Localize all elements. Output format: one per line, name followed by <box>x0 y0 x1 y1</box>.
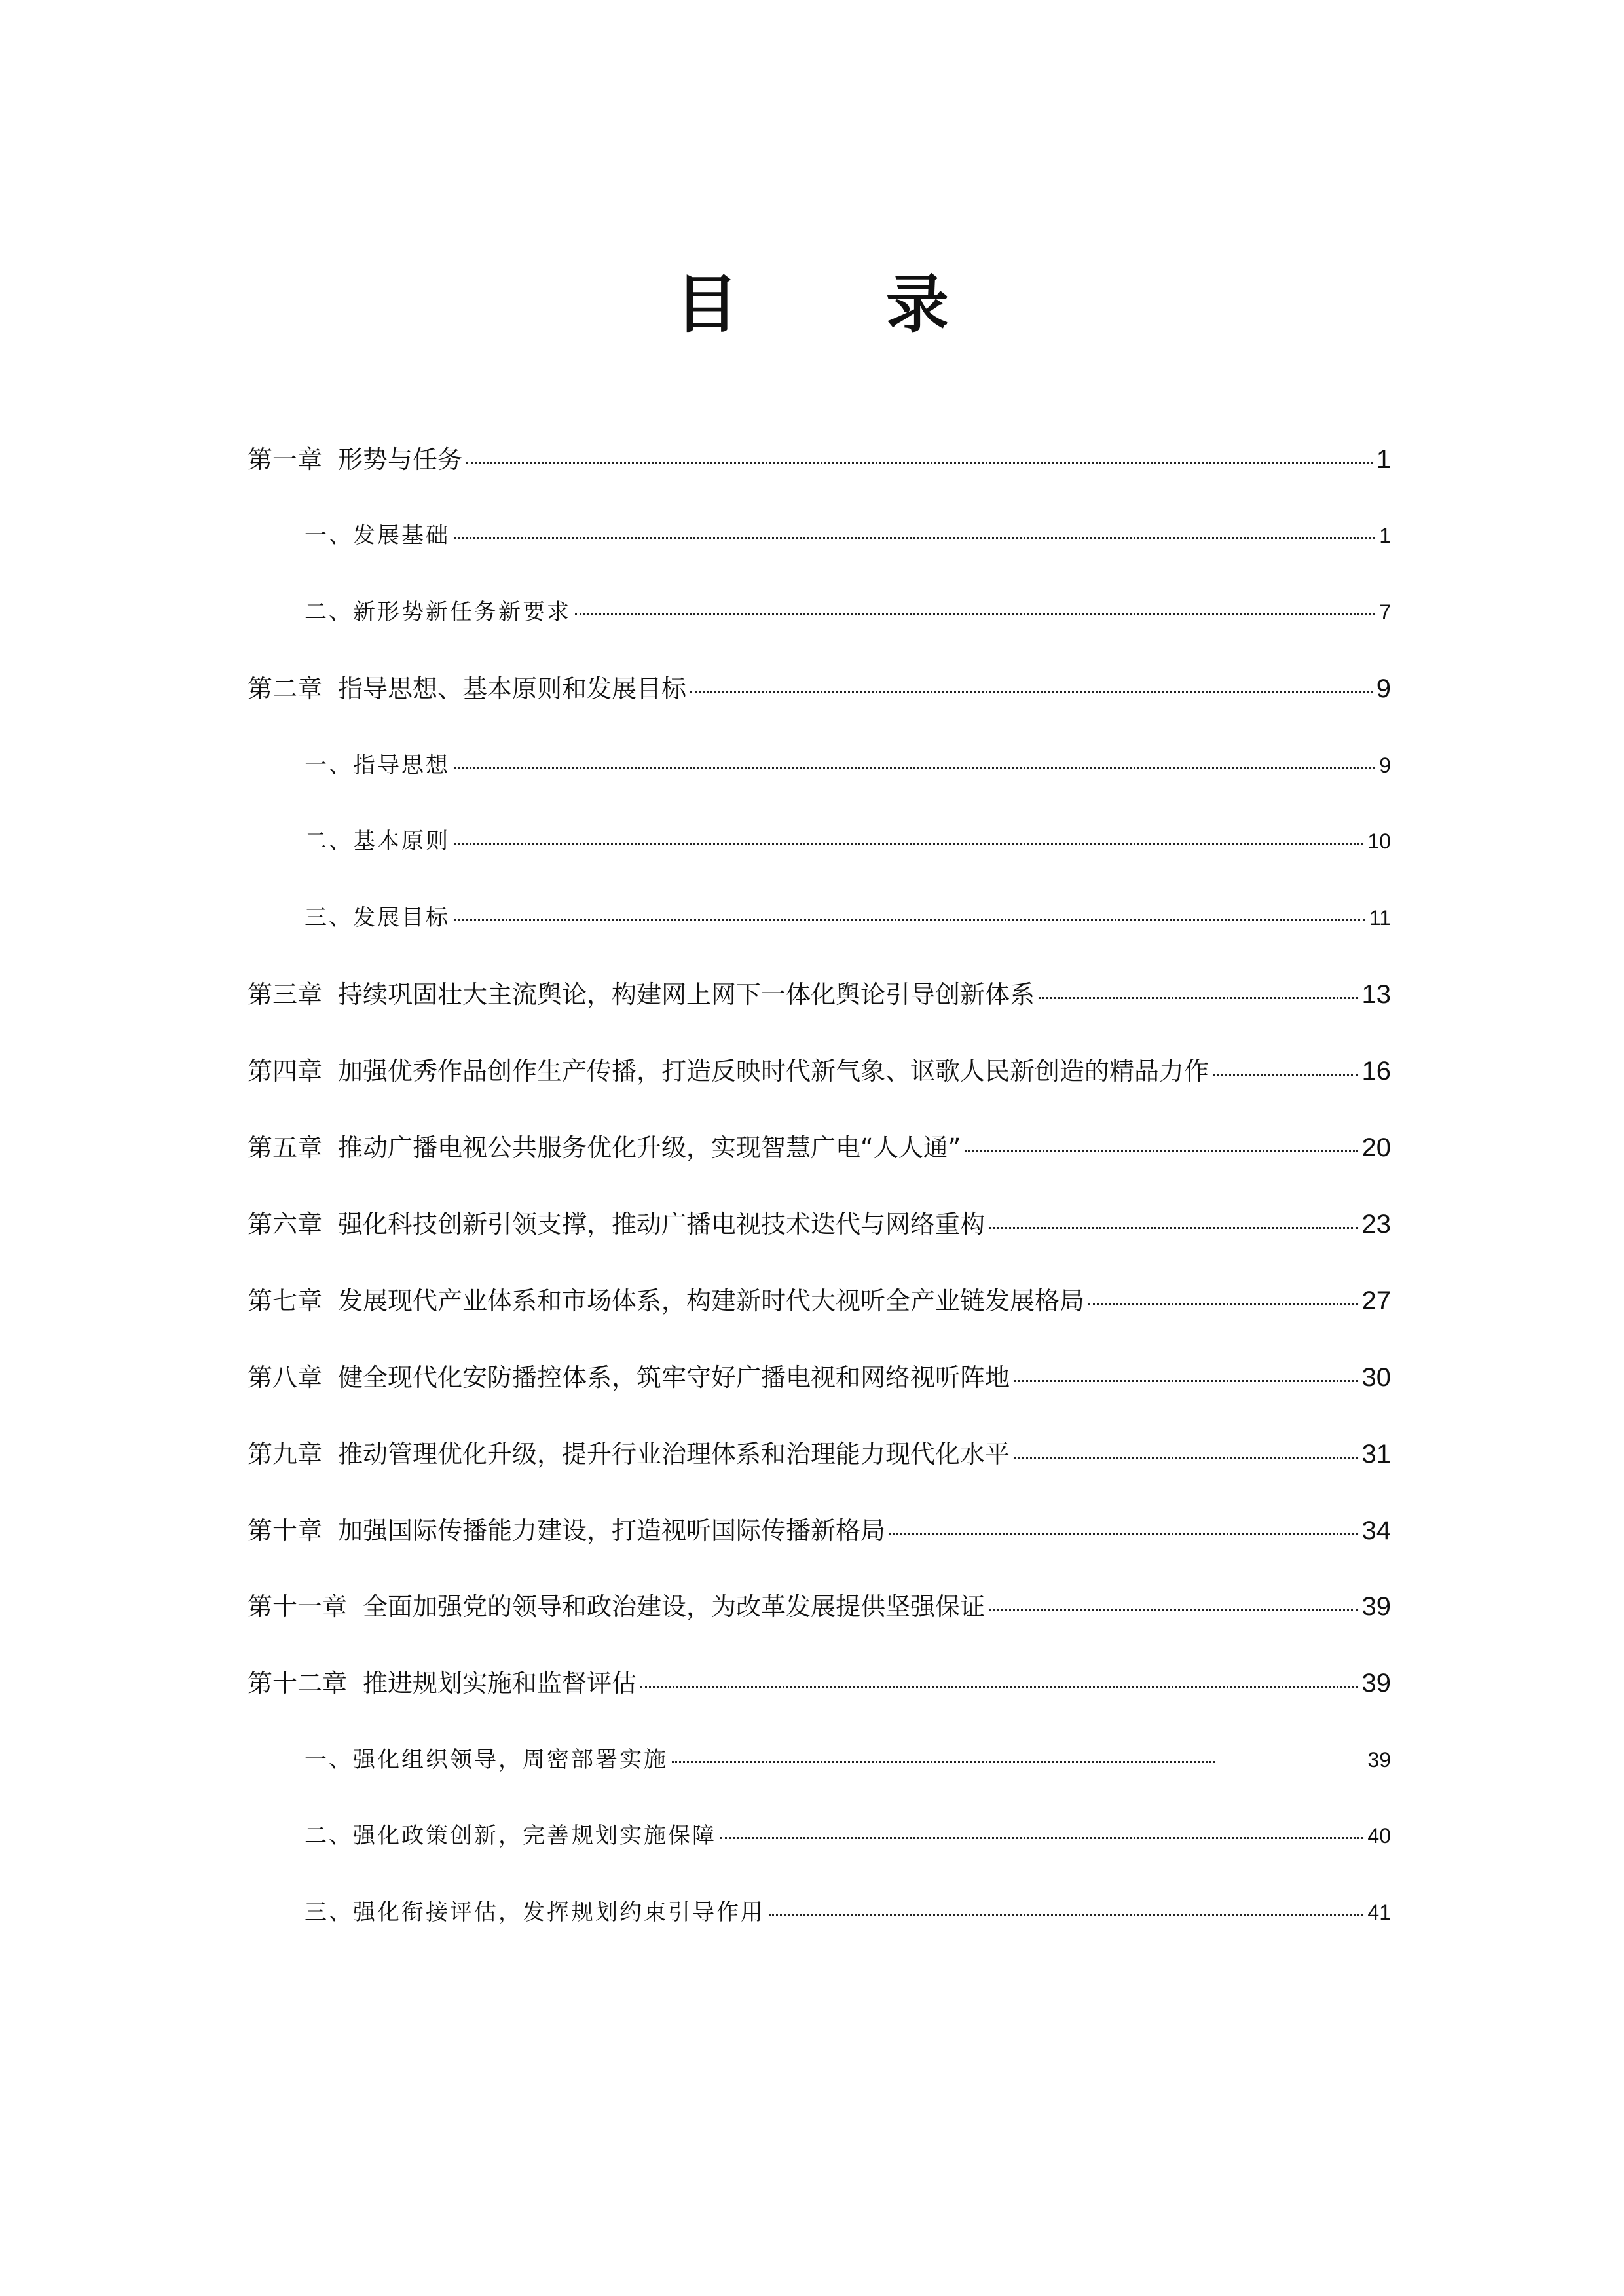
toc-page-number: 39 <box>1367 1748 1391 1772</box>
toc-chapter-number: 第十二章 <box>248 1669 348 1698</box>
toc-entry-title: 推动广播电视公共服务优化升级，实现智慧广电“人人通” <box>338 1133 961 1162</box>
toc-chapter-number: 第四章 <box>248 1057 323 1085</box>
toc-entry-title: 指导思想、基本原则和发展目标 <box>338 674 687 703</box>
toc-page-number: 41 <box>1367 1901 1391 1924</box>
toc-chapter-number: 第九章 <box>248 1440 323 1468</box>
toc-page-number: 11 <box>1369 906 1391 930</box>
toc-chapter-number: 第十章 <box>248 1516 323 1545</box>
dot-leader <box>454 919 1365 921</box>
toc-chapter-number: 第五章 <box>248 1133 323 1162</box>
toc-chapter-number: 第二章 <box>248 674 323 703</box>
toc-entry-section-2-3[interactable] <box>304 897 1391 939</box>
toc-entry-title: 推进规划实施和监督评估 <box>363 1669 637 1698</box>
dot-leader <box>989 1609 1357 1611</box>
toc-page-number: 9 <box>1379 754 1391 777</box>
toc-entry-title: 持续巩固壮大主流舆论，构建网上网下一体化舆论引导创新体系 <box>338 980 1035 1009</box>
dot-leader <box>1039 997 1357 999</box>
toc-entry-title: 三、强化衔接评估，发挥规划约束引导作用 <box>304 1899 765 1925</box>
toc-page-number: 40 <box>1367 1824 1391 1848</box>
toc-entry-section-1-1[interactable] <box>304 515 1391 556</box>
toc-chapter-number: 第一章 <box>248 445 323 474</box>
dot-leader <box>690 691 1373 693</box>
toc-page-number: 9 <box>1376 674 1391 703</box>
toc-entry-section-12-2[interactable] <box>304 1815 1391 1857</box>
toc-entry-title: 加强国际传播能力建设，打造视听国际传播新格局 <box>338 1516 886 1545</box>
toc-entry-chapter-5[interactable] <box>248 1127 1391 1169</box>
toc-entry-section-1-2[interactable] <box>304 591 1391 633</box>
toc-entry-section-2-1[interactable] <box>304 744 1391 786</box>
toc-chapter-number: 第六章 <box>248 1210 323 1239</box>
toc-entry-section-12-1[interactable] <box>304 1739 1391 1781</box>
toc-entry-title: 一、指导思想 <box>304 752 450 778</box>
toc-page-number: 1 <box>1379 524 1391 547</box>
dot-leader <box>454 537 1375 539</box>
toc-page-number: 30 <box>1361 1363 1391 1392</box>
toc-entry-title: 强化科技创新引领支撑，推动广播电视技术迭代与网络重构 <box>338 1210 986 1239</box>
toc-entry-chapter-10[interactable] <box>248 1510 1391 1552</box>
toc-entry-title: 加强优秀作品创作生产传播，打造反映时代新气象、讴歌人民新创造的精品力作 <box>338 1057 1209 1085</box>
toc-page-number: 7 <box>1379 600 1391 624</box>
toc-entry-title: 二、强化政策创新，完善规划实施保障 <box>304 1823 716 1849</box>
dot-leader <box>672 1761 1215 1763</box>
toc-entry-title: 健全现代化安防播控体系，筑牢守好广播电视和网络视听阵地 <box>338 1363 1010 1392</box>
dot-leader <box>575 613 1375 615</box>
dot-leader <box>989 1227 1357 1229</box>
toc-entry-chapter-1[interactable] <box>248 439 1391 481</box>
toc-entry-title: 发展现代产业体系和市场体系，构建新时代大视听全产业链发展格局 <box>338 1286 1085 1315</box>
toc-page-number: 16 <box>1361 1057 1391 1085</box>
toc-page-number: 39 <box>1361 1592 1391 1621</box>
toc-chapter-number: 第十一章 <box>248 1592 348 1621</box>
toc-page-number: 10 <box>1367 829 1391 853</box>
toc-page-number: 34 <box>1361 1516 1391 1545</box>
dot-leader <box>720 1837 1363 1839</box>
toc-page-number: 23 <box>1361 1210 1391 1239</box>
toc-entry-section-2-2[interactable] <box>304 820 1391 862</box>
toc-entry-title: 一、发展基础 <box>304 522 450 549</box>
dot-leader <box>1014 1380 1357 1382</box>
dot-leader <box>454 767 1375 769</box>
toc-entry-chapter-11[interactable] <box>248 1586 1391 1628</box>
dot-leader <box>454 843 1363 845</box>
toc-page-number: 39 <box>1361 1669 1391 1698</box>
toc-page-number: 27 <box>1361 1286 1391 1315</box>
toc-entry-title: 一、强化组织领导，周密部署实施 <box>304 1747 668 1773</box>
page-title: 目 录 <box>675 268 1012 341</box>
toc-entry-title: 形势与任务 <box>338 445 463 474</box>
toc-entry-title: 推动管理优化升级，提升行业治理体系和治理能力现代化水平 <box>338 1440 1010 1468</box>
toc-entry-chapter-3[interactable] <box>248 974 1391 1015</box>
toc-entry-chapter-7[interactable] <box>248 1280 1391 1322</box>
toc-chapter-number: 第八章 <box>248 1363 323 1392</box>
toc-entry-chapter-4[interactable] <box>248 1050 1391 1092</box>
dot-leader <box>466 462 1373 464</box>
toc-entry-chapter-8[interactable] <box>248 1357 1391 1398</box>
toc-page-number: 1 <box>1376 445 1391 474</box>
toc-entry-chapter-2[interactable] <box>248 668 1391 710</box>
toc-entry-title: 三、发展目标 <box>304 905 450 931</box>
dot-leader <box>889 1533 1357 1535</box>
toc-chapter-number: 第七章 <box>248 1286 323 1315</box>
dot-leader <box>1014 1457 1357 1459</box>
toc-page-number: 13 <box>1361 980 1391 1009</box>
toc-page-number: 31 <box>1361 1440 1391 1468</box>
toc-entry-title: 全面加强党的领导和政治建设，为改革发展提供坚强保证 <box>363 1592 986 1621</box>
toc-entry-chapter-12[interactable] <box>248 1662 1391 1704</box>
toc-entry-title: 二、新形势新任务新要求 <box>304 599 571 625</box>
dot-leader <box>1088 1303 1357 1305</box>
toc-entry-title: 二、基本原则 <box>304 828 450 854</box>
toc-entry-section-12-3[interactable] <box>304 1891 1391 1933</box>
toc-page-number: 20 <box>1361 1133 1391 1162</box>
dot-leader <box>965 1150 1357 1152</box>
toc-chapter-number: 第三章 <box>248 980 323 1009</box>
toc-entry-chapter-6[interactable] <box>248 1203 1391 1245</box>
toc-entry-chapter-9[interactable] <box>248 1433 1391 1475</box>
dot-leader <box>769 1914 1363 1916</box>
dot-leader <box>1213 1074 1357 1076</box>
dot-leader <box>640 1686 1357 1688</box>
